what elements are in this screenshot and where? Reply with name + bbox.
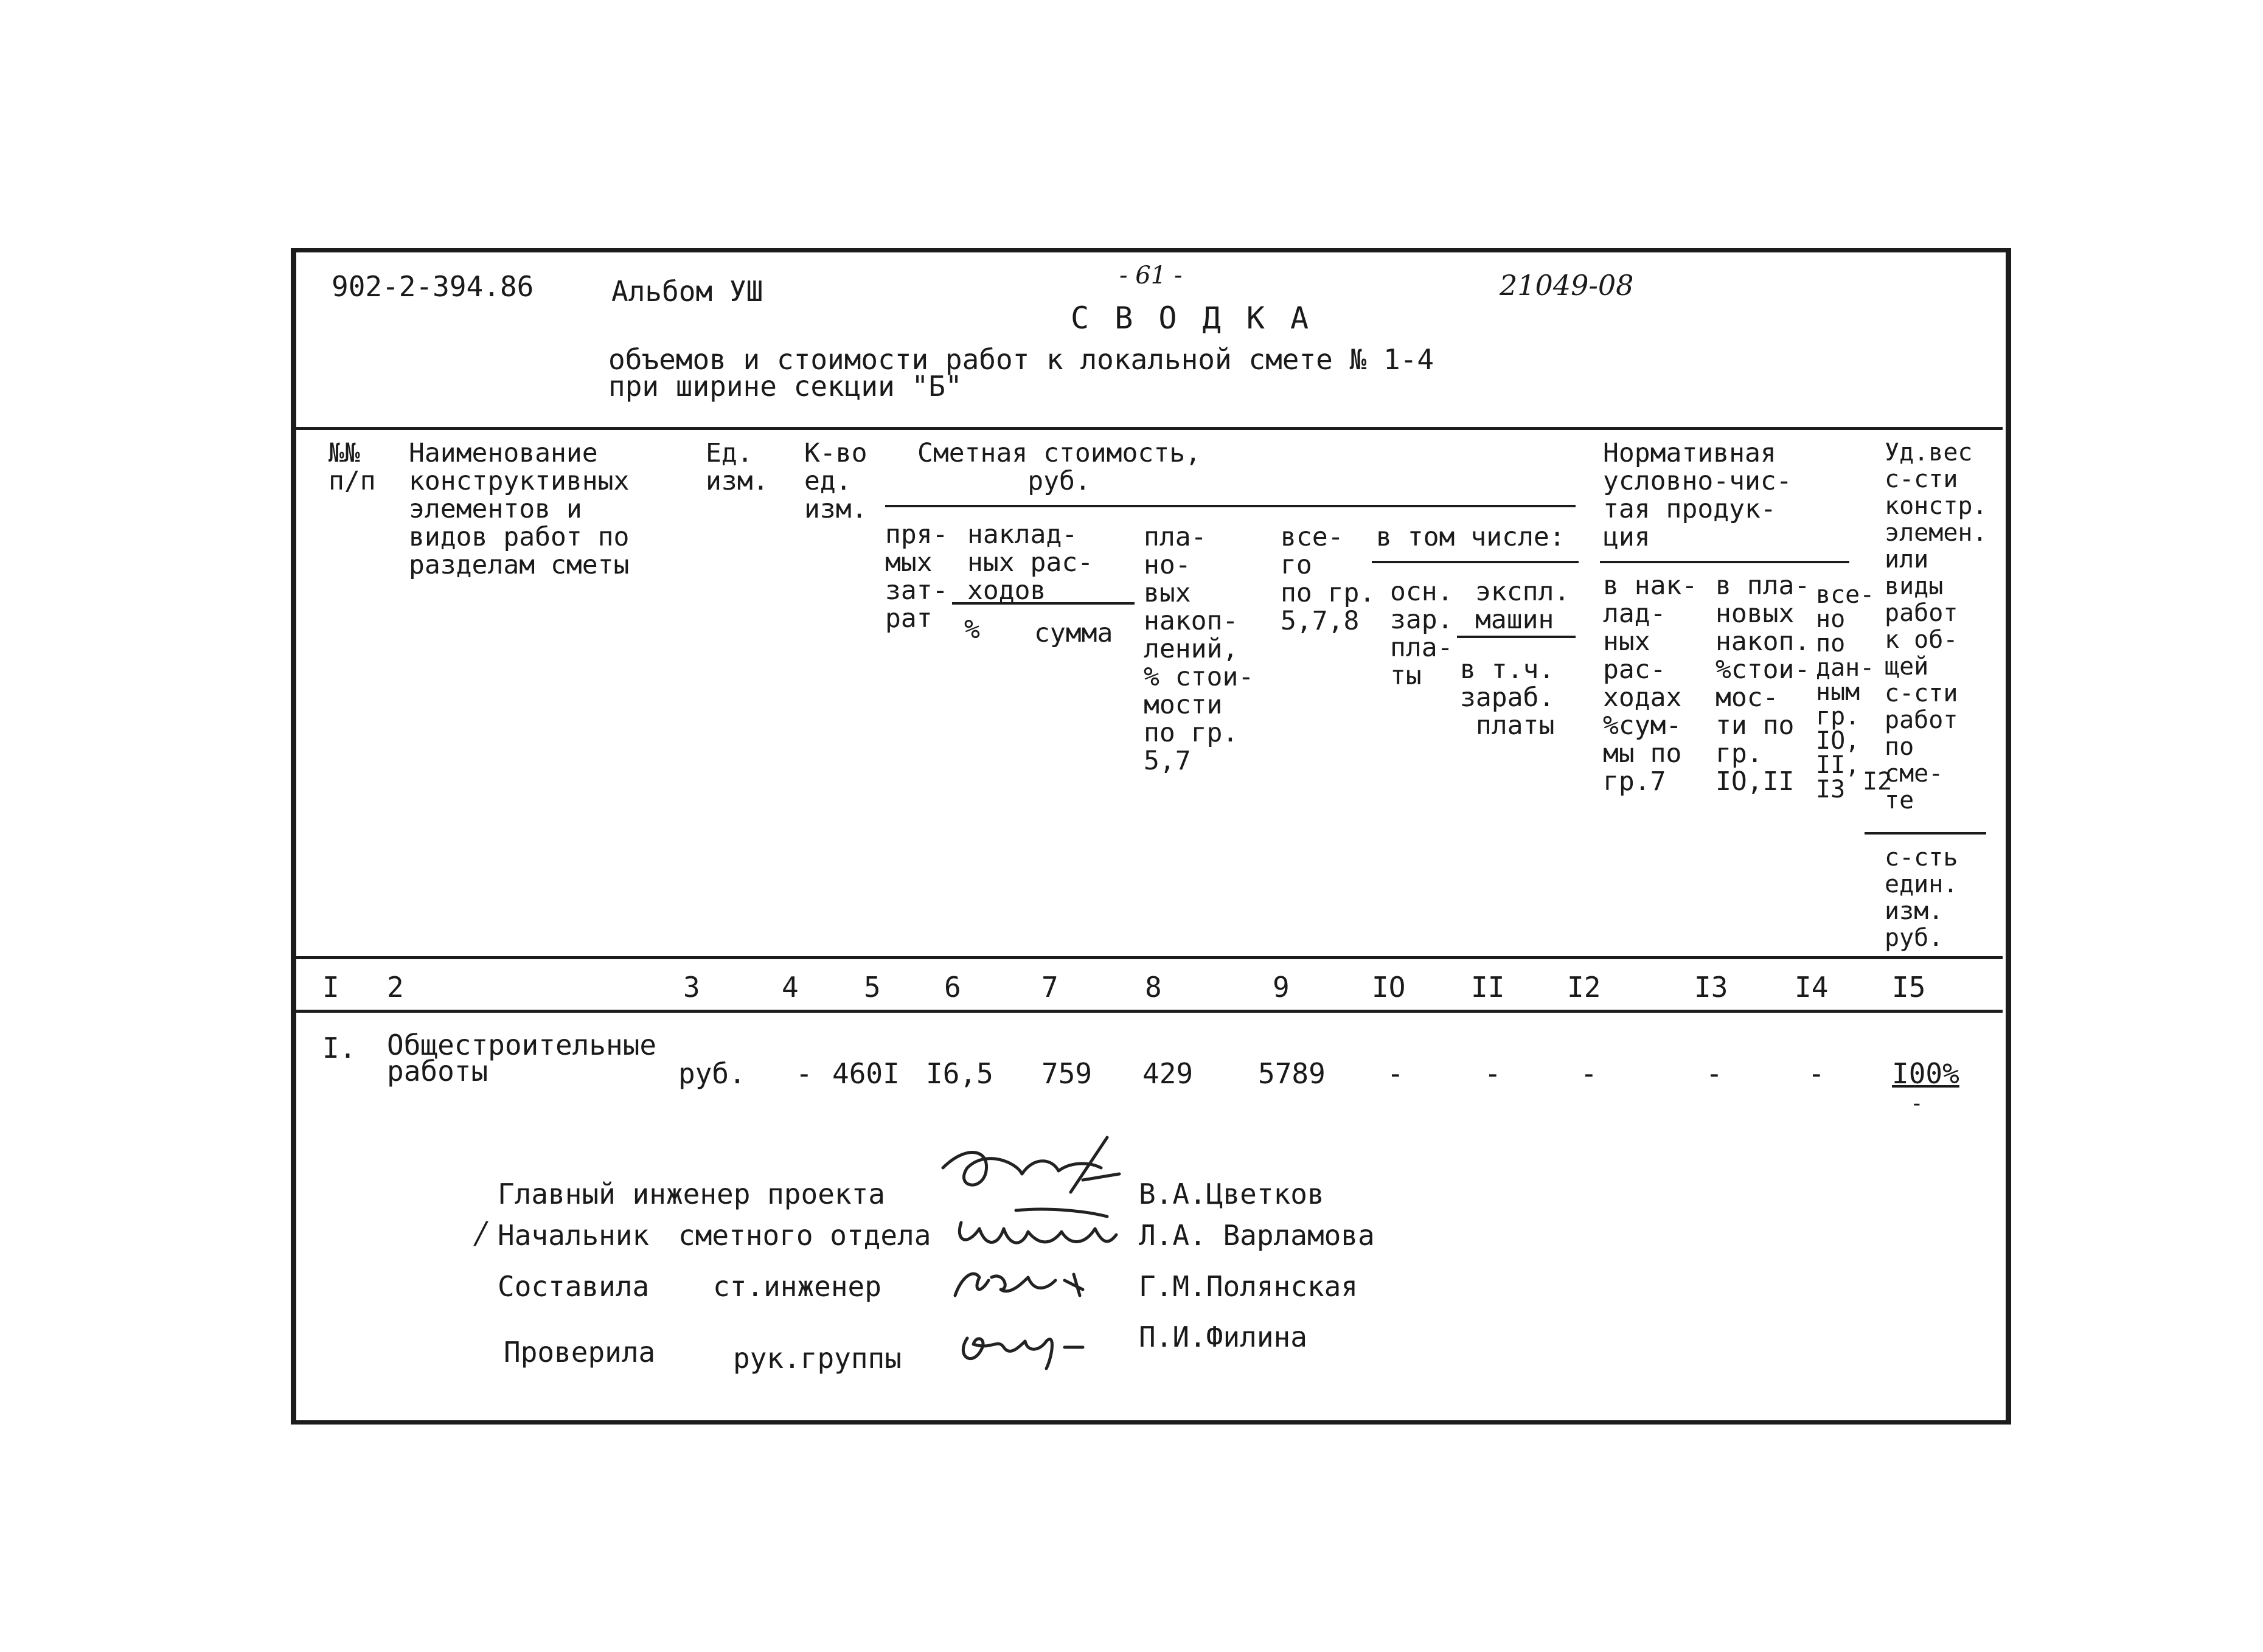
header-bottom-rule <box>293 956 2003 959</box>
col-header-direct: пря- мых зат- рат <box>885 519 948 634</box>
row-col13: - <box>1706 1057 1723 1090</box>
page-title: С В О Д К А <box>1071 300 1313 336</box>
signature-name-compiled: Г.М.Полянская <box>1139 1270 1358 1303</box>
signature-name-checked: П.И.Филина <box>1139 1321 1307 1353</box>
signature-name-head: Л.А. Варламова <box>1139 1219 1375 1252</box>
col-number-5: 5 <box>864 971 881 1004</box>
signature-role-checked: Проверила <box>504 1336 656 1369</box>
norm-group-rule <box>1600 561 1849 563</box>
signature-role-compiled: Составила <box>498 1270 650 1303</box>
handwritten-signature <box>943 1204 1125 1259</box>
row-planned: 429 <box>1142 1057 1194 1090</box>
col-header-wages: осн. зар. пла- ты <box>1390 577 1453 691</box>
signature-title-head: сметного отдела <box>678 1219 931 1252</box>
col-header-norm-planned: в пла- новых накоп. %стои- мос- ти по гр. IO,II <box>1715 571 1810 797</box>
signature-mark: / <box>476 1215 486 1251</box>
row-col14: - <box>1808 1057 1825 1090</box>
col-number-3: 3 <box>683 971 700 1004</box>
signature-role-head: Начальник <box>498 1219 650 1252</box>
col-header-machine-wages: в т.ч. зараб. платы <box>1460 654 1555 741</box>
col-header-norm-overhead: в нак- лад- ных рас- ходах %сум- мы по гр.7 <box>1603 571 1698 797</box>
numbers-bottom-rule <box>293 1010 2003 1013</box>
col-header-planned: пла- но- вых накоп- лений, % стои- мости по гр. 5,7 <box>1144 522 1254 776</box>
cost-group-rule <box>885 505 1576 507</box>
row-share-extra: - <box>1910 1091 1924 1116</box>
page-number: - 61 - <box>1119 262 1183 290</box>
machines-group-rule <box>1457 636 1576 638</box>
col-header-name: Наименование конструктивных элементов и видов работ по разделам сметы <box>409 438 630 580</box>
row-overhead-pct: I6,5 <box>926 1057 993 1090</box>
signature-role-chief-engineer: Главный инженер проекта <box>498 1178 885 1210</box>
col-number-8: 8 <box>1145 971 1162 1004</box>
col-number-9: 9 <box>1273 971 1290 1004</box>
row-total: 5789 <box>1258 1057 1326 1090</box>
col-header-unit-cost: с-сть един. изм. руб. <box>1885 844 1958 952</box>
row-number: I. <box>322 1032 356 1064</box>
col-number-11: II <box>1471 971 1505 1004</box>
handwritten-signature <box>943 1253 1113 1308</box>
row-unit: руб. <box>678 1057 746 1090</box>
col-header-qty: К-во ед. изм. <box>804 438 867 524</box>
col-group-incl: в том числе: <box>1376 522 1565 552</box>
col-number-6: 6 <box>944 971 961 1004</box>
col-number-2: 2 <box>387 971 404 1004</box>
row-name-line1: Общестроительные <box>387 1029 657 1061</box>
col-group-overhead: наклад- ных рас- ходов <box>967 519 1094 606</box>
handwritten-signature <box>931 1131 1138 1204</box>
c15-split-rule <box>1865 832 1986 835</box>
col-number-13: I3 <box>1694 971 1728 1004</box>
document-code: 902-2-394.86 <box>332 270 534 303</box>
col-number-7: 7 <box>1041 971 1058 1004</box>
album-label: Альбом УШ <box>611 275 763 308</box>
col-number-12: I2 <box>1567 971 1601 1004</box>
col-header-share: Уд.вес с-сти констр. элемен. или виды работ к об- щей с-сти работ по сме- те <box>1885 439 1987 814</box>
subtitle-line2: при ширине секции "Б" <box>608 370 962 403</box>
col-header-num: №№ п/п <box>328 438 376 496</box>
signature-title-compiled: ст.инженер <box>713 1270 881 1303</box>
col-number-10: IO <box>1372 971 1406 1004</box>
subtitle-line1: объемов и стоимости работ к локальной смете № 1-4 <box>608 343 1434 376</box>
row-col10: - <box>1387 1057 1404 1090</box>
signature-title-checked: рук.группы <box>733 1342 902 1375</box>
signature-name-chief-engineer: В.А.Цветков <box>1139 1178 1324 1210</box>
sheet-code: 21049-08 <box>1500 269 1634 302</box>
row-overhead-sum: 759 <box>1041 1057 1093 1090</box>
col-number-14: I4 <box>1795 971 1829 1004</box>
handwritten-signature <box>949 1314 1095 1375</box>
row-direct-cost: 460I <box>832 1057 900 1090</box>
col-number-4: 4 <box>782 971 799 1004</box>
col-header-overhead-pct: % <box>964 614 980 645</box>
col-header-overhead-sum: сумма <box>1034 618 1113 648</box>
row-qty: - <box>796 1057 813 1090</box>
incl-group-rule <box>1372 561 1579 563</box>
col-header-unit: Ед. изм. <box>706 438 769 496</box>
col-header-total: все- го по гр. 5,7,8 <box>1281 522 1375 636</box>
col-header-norm-total-extra: I2 <box>1863 768 1893 796</box>
table-top-rule <box>293 427 2003 430</box>
col-group-machines: экспл. машин <box>1475 577 1570 635</box>
row-name-line2: работы <box>387 1055 488 1088</box>
col-group-cost: Сметная стоимость, руб. <box>917 438 1201 496</box>
col-group-norm: Нормативная условно-чис- тая продук- ция <box>1603 438 1792 552</box>
row-col12: - <box>1580 1057 1597 1090</box>
row-col11: - <box>1484 1057 1501 1090</box>
row-share: I00% <box>1892 1057 1959 1090</box>
col-number-15: I5 <box>1892 971 1926 1004</box>
col-number-1: I <box>322 971 339 1004</box>
col-header-norm-total: все- но по дан- ным гр. IO, II, I3 <box>1816 581 1875 803</box>
